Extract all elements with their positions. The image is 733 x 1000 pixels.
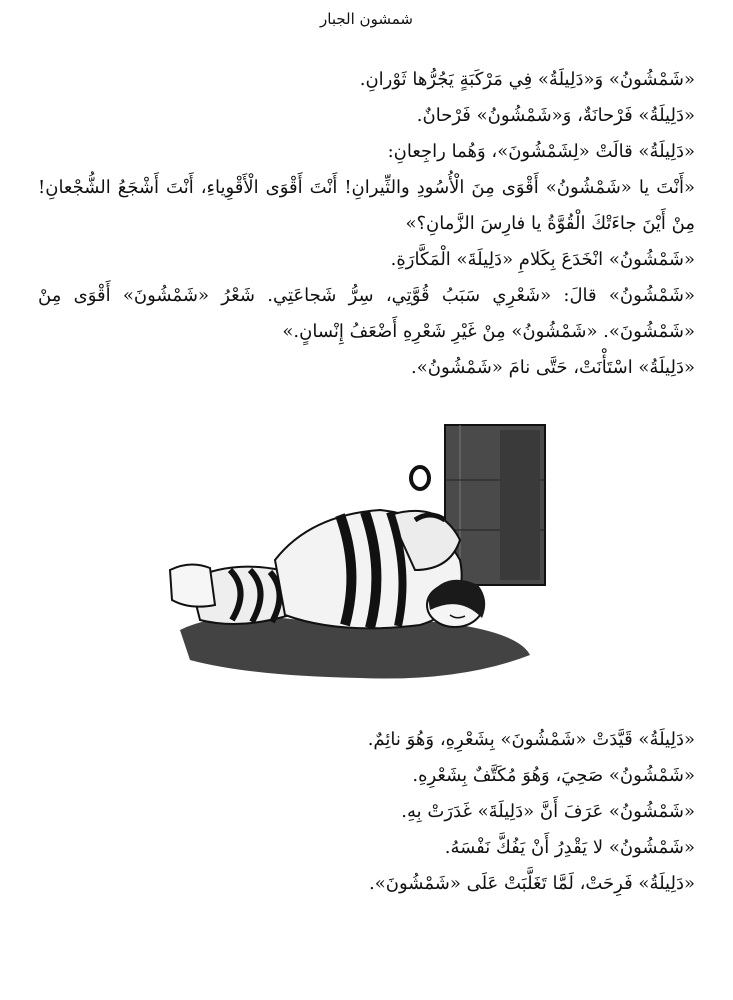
story-line: «دَلِيلَةُ» قالَتْ «لِشَمْشُونَ»، وَهُما راجِعانِ: xyxy=(387,141,695,162)
story-text-bottom xyxy=(38,722,695,902)
bound-samson-illustration xyxy=(160,420,560,690)
story-line: «شَمْشُونُ» وَ«دَلِيلَةُ» فِي مَرْكَبَةٍ يَجُرُّها ثَوْرانِ. xyxy=(359,69,695,90)
story-line: «شَمْشُونُ» صَحِيَ، وَهُوَ مُكَتَّفٌ بِشَعْرِهِ. xyxy=(412,765,695,786)
story-line: «دَلِيلَةُ» اسْتَأْنَتْ، حَتَّى نامَ «شَمْشُونُ». xyxy=(411,357,695,378)
story-line: «شَمْشُونُ» عَرَفَ أَنَّ «دَلِيلَةَ» غَدَرَتْ بِهِ. xyxy=(401,801,695,822)
story-line: «دَلِيلَةُ» فَرِحَتْ، لَمَّا تَغَلَّبَتْ عَلَى «شَمْشُونَ». xyxy=(369,873,695,894)
story-line: «دَلِيلَةُ» فَرْحانَةٌ، وَ«شَمْشُونُ» فَرْحانٌ. xyxy=(416,105,695,126)
page-title: شمشون الجبار xyxy=(320,10,413,28)
story-line: «شَمْشُونُ» لا يَقْدِرُ أَنْ يَفُكَّ نَفْسَهُ. xyxy=(444,837,695,858)
story-line: «شَمْشُونُ» قالَ: «شَعْرِي سَبَبُ قُوَّتِي، سِرُّ شَجاعَتِي. شَعْرُ «شَمْشُونَ» أَقْوَى مِنْ «شَمْشُونَ». «شَمْشُونُ» مِنْ غَيْرِ شَعْرِهِ أَضْعَفُ إِنْسانٍ.» xyxy=(38,285,695,342)
story-text-top xyxy=(38,62,695,386)
iron-ring xyxy=(411,467,429,489)
story-line: «أَنْتَ يا «شَمْشُونُ» أَقْوَى مِنَ الْأُسُودِ والثِّيرانِ! أَنْتَ أَقْوَى الْأَقْوِياءِ، أَنْتَ أَشْجَعُ الشُّجْعانِ! مِنْ أَيْنَ جاءَتْكَ الْقُوَّةُ يا فارِسَ الزَّمانِ؟» xyxy=(38,177,695,234)
story-line: «دَلِيلَةُ» قَيَّدَتْ «شَمْشُونَ» بِشَعْرِهِ، وَهُوَ نائِمٌ. xyxy=(367,729,695,750)
story-line: «شَمْشُونُ» انْخَدَعَ بِكَلامِ «دَلِيلَةَ» الْمَكَّارَةِ. xyxy=(390,249,695,270)
